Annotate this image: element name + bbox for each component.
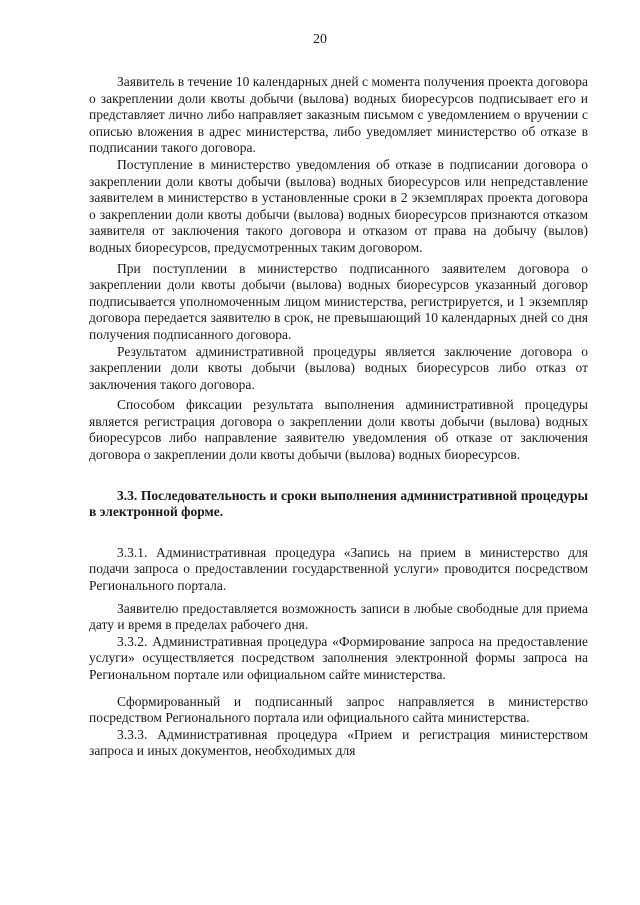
paragraph: 3.3.2. Административная процедура «Формирование запроса на предоставление услуги» осуществляется посредством заполнения электронной формы запроса на Региональном портале или официальном сайте министерства. xyxy=(89,633,588,682)
paragraph: Сформированный и подписанный запрос направляется в министерство посредством Регионального портала или официального сайта министерства. xyxy=(89,693,588,726)
paragraph: Поступление в министерство уведомления об отказе в подписании договора о закреплении доли квоты добычи (вылова) водных биоресурсов или непредставление заявителем в министерство в установленные сроки в 2 экземплярах проекта договора о закреплении доли квоты добычи (вылова) водных биоресурсов признаются отказом заявителя от заключения такого договора и отказом от права на добычу (вылов) водных биоресурсов, предусмотренных таким договором. xyxy=(89,156,588,255)
paragraph: Способом фиксации результата выполнения административной процедуры является регистрация договора о закреплении доли квоты добычи (вылова) водных биоресурсов либо направление заявителю уведомления об отказе от заключения договора о закреплении доли квоты добычи (вылова) водных биоресурсов. xyxy=(89,397,588,463)
paragraph: При поступлении в министерство подписанного заявителем договора о закреплении доли квоты добычи (вылова) водных биоресурсов указанный договор подписывается уполномоченным лицом министерства, регистрируется, и 1 экземпляр договора передается заявителю в срок, не превышающий 10 календарных дней со дня получения подписанного договора. xyxy=(89,260,588,342)
paragraph: Результатом административной процедуры является заключение договора о закреплении доли квоты добычи (вылова) водных биоресурсов либо отказ от заключения такого договора. xyxy=(89,343,588,392)
paragraph: 3.3.1. Административная процедура «Запись на прием в министерство для подачи запроса о предоставлении государственной услуги» проводится посредством Регионального портала. xyxy=(89,544,588,594)
page-number: 20 xyxy=(313,32,327,47)
page-body xyxy=(89,74,588,760)
paragraph: Заявителю предоставляется возможность записи в любые свободные для приема дату и время в пределах рабочего дня. xyxy=(89,600,588,633)
section-heading: 3.3. Последовательность и сроки выполнения административной процедуры в электронной форме. xyxy=(89,487,588,520)
paragraph: Заявитель в течение 10 календарных дней с момента получения проекта договора о закреплении доли квоты добычи (вылова) водных биоресурсов подписывает его и представляет лично либо направляет заказным письмом с уведомлением о вручении с описью вложения в адрес министерства, либо уведомляет министерство об отказе в подписании такого договора. xyxy=(89,74,588,156)
paragraph: 3.3.3. Административная процедура «Прием и регистрация министерством запроса и иных документов, необходимых для xyxy=(89,726,588,759)
